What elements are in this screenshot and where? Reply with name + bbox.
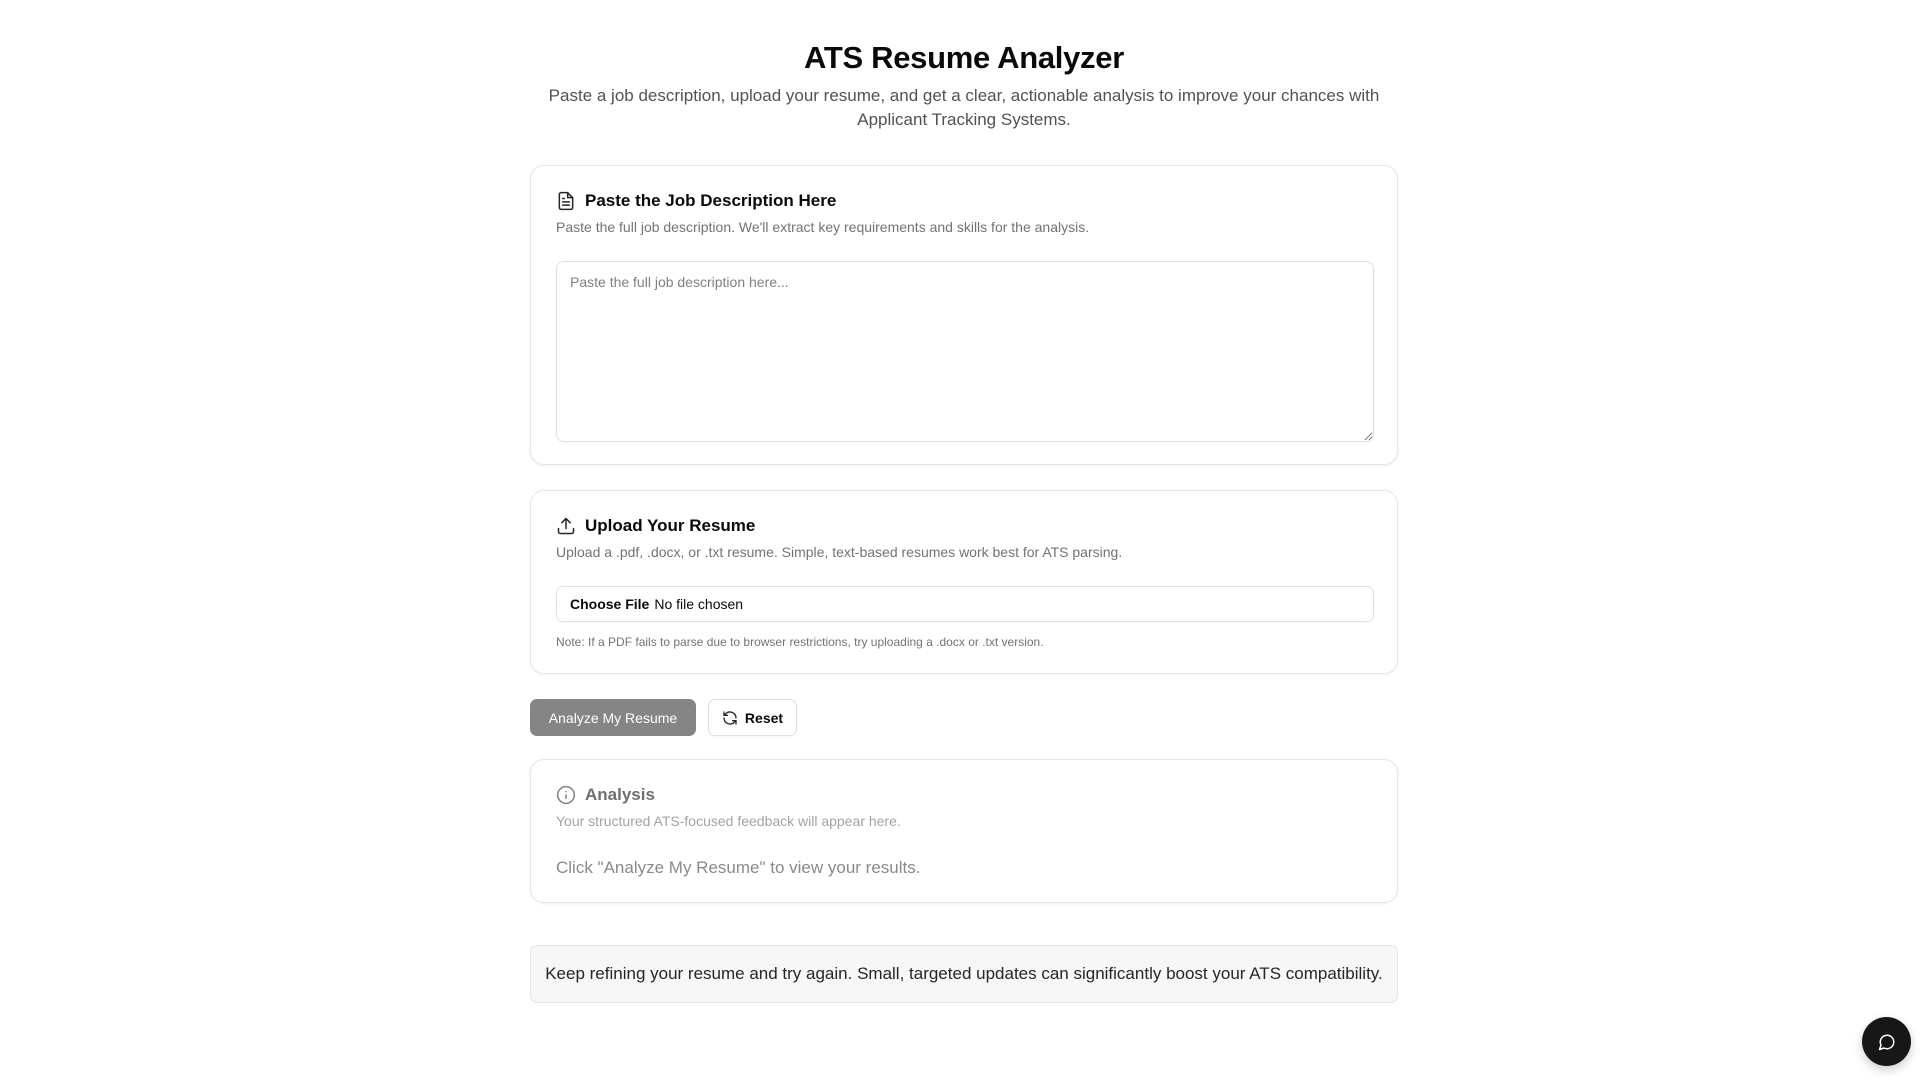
upload-resume-help-text: Upload a .pdf, .docx, or .txt resume. Simple, text-based resumes work best for ATS parsing. xyxy=(556,544,1123,560)
job-description-textarea[interactable] xyxy=(556,261,1374,442)
tip-text: Keep refining your resume and try again. Small, targeted updates can significantly boost your ATS compatibility. xyxy=(545,964,1383,983)
analyze-button[interactable]: Analyze My Resume xyxy=(530,699,696,736)
upload-note: Note: If a PDF fails to parse due to browser restrictions, try uploading a .docx or .txt version. xyxy=(556,635,1044,649)
info-icon xyxy=(556,785,576,805)
refresh-icon xyxy=(722,710,738,726)
analysis-card-title xyxy=(556,784,1373,806)
page-title: ATS Resume Analyzer xyxy=(804,40,1124,75)
upload-icon xyxy=(556,516,576,536)
file-text-icon xyxy=(556,191,576,211)
main-container xyxy=(530,0,1398,983)
upload-resume-card xyxy=(530,490,1398,674)
chat-button[interactable] xyxy=(1862,1017,1911,1066)
header xyxy=(530,0,1398,132)
job-description-help-text: Paste the full job description. We'll extract key requirements and skills for the analysis. xyxy=(556,219,1090,235)
job-description-card-title xyxy=(556,190,1373,212)
choose-file-button[interactable]: Choose File xyxy=(570,596,650,612)
page-subtitle: Paste a job description, upload your resume, and get a clear, actionable analysis to improve your chances with Applicant Tracking Systems. xyxy=(548,86,1380,129)
analysis-card xyxy=(530,759,1398,903)
reset-button-label: Reset xyxy=(744,709,784,726)
upload-resume-title-text: Upload Your Resume xyxy=(585,516,756,535)
job-description-title-text: Paste the Job Description Here xyxy=(585,191,837,210)
file-status-text: No file chosen xyxy=(654,596,744,612)
tip-banner xyxy=(530,945,1398,1003)
reset-button[interactable] xyxy=(708,699,797,736)
upload-resume-card-title xyxy=(556,515,1373,537)
resume-file-input[interactable] xyxy=(556,586,1374,622)
job-description-card xyxy=(530,165,1398,465)
analysis-help-text: Your structured ATS-focused feedback will appear here. xyxy=(556,813,901,829)
message-circle-icon xyxy=(1878,1033,1896,1051)
action-buttons xyxy=(530,699,797,736)
analysis-placeholder: Click "Analyze My Resume" to view your results. xyxy=(556,858,921,877)
analysis-title-text: Analysis xyxy=(585,785,655,804)
